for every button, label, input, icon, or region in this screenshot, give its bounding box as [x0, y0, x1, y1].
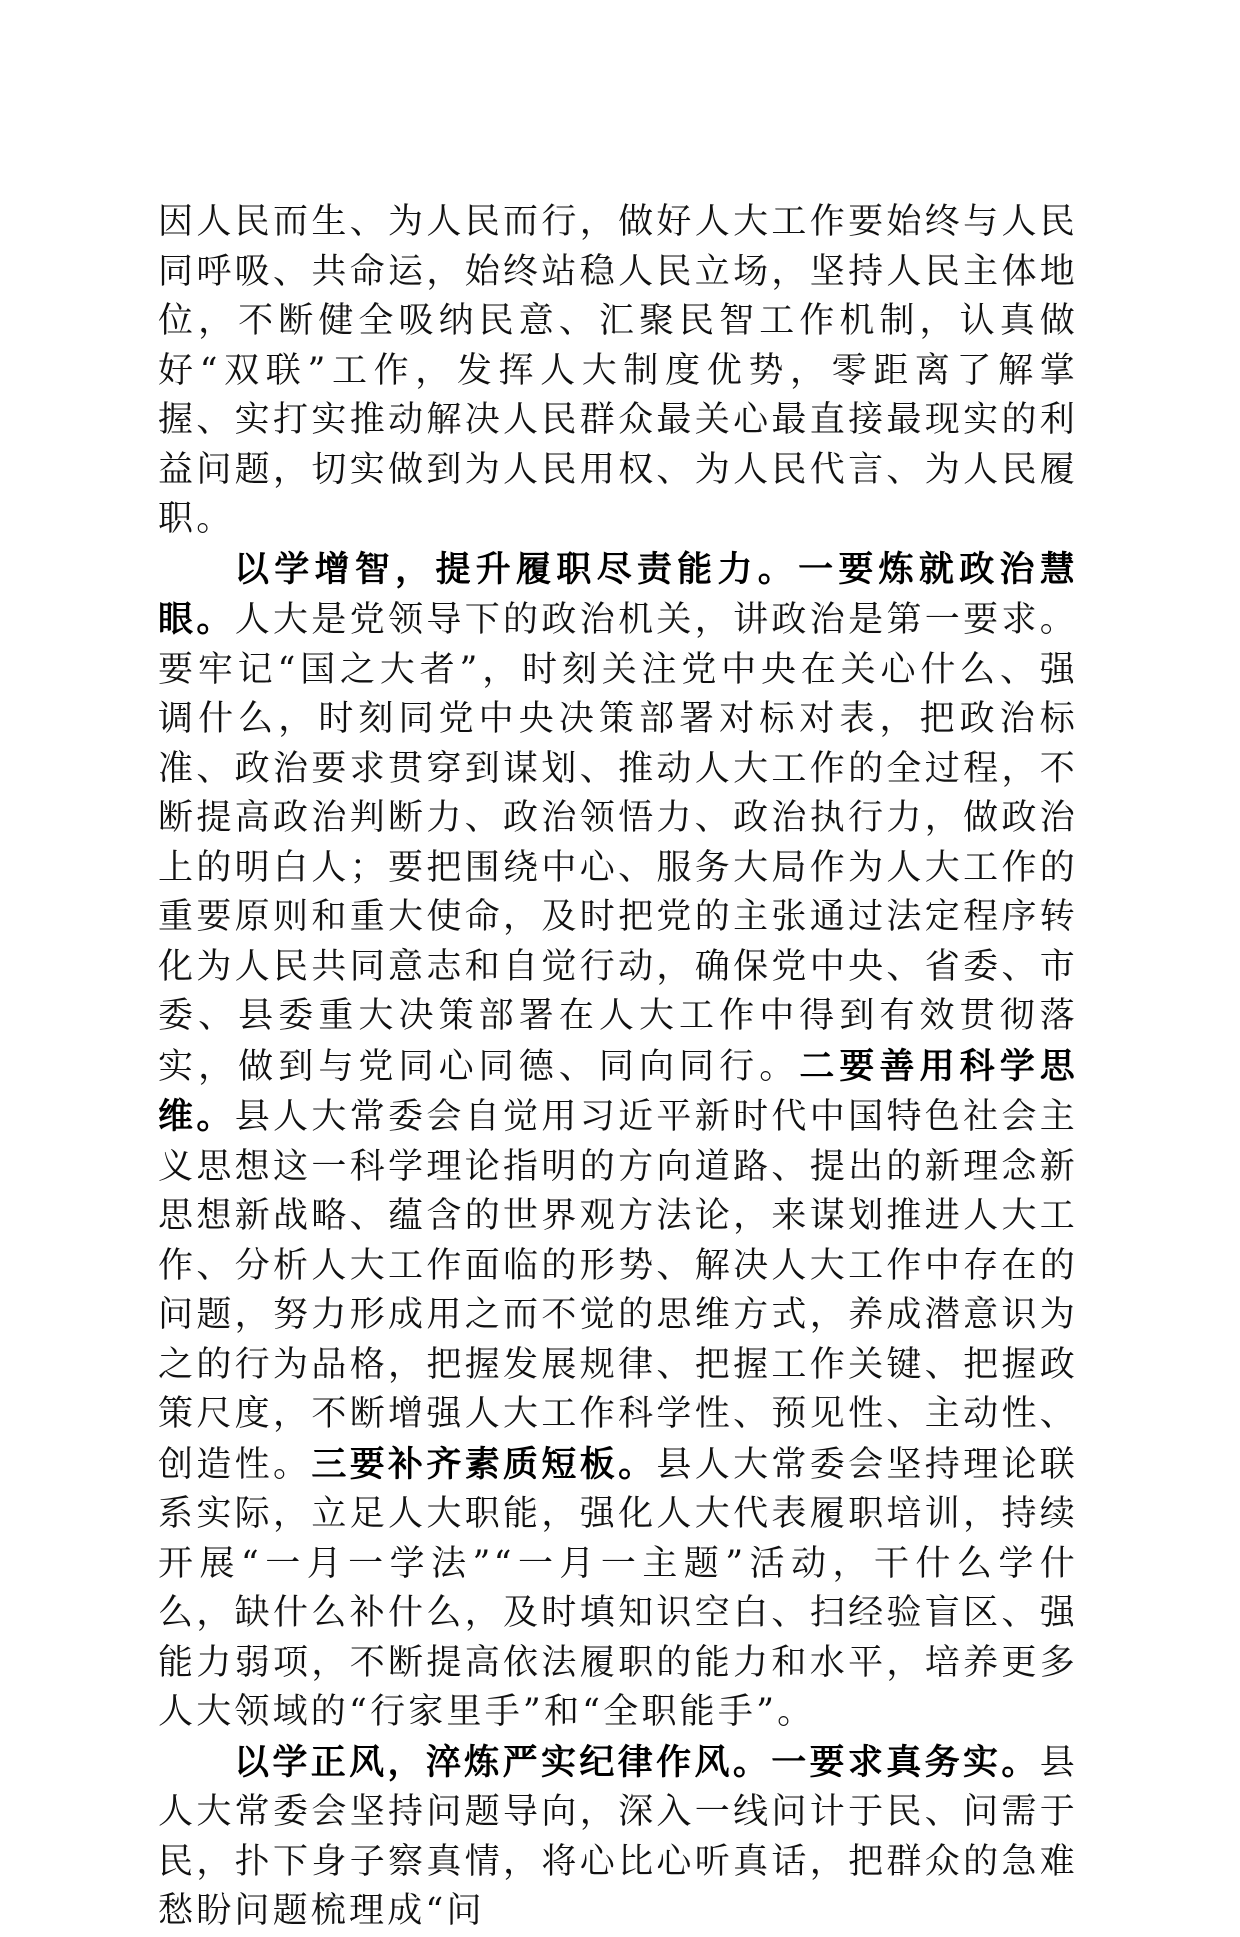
document-body — [158, 198, 1078, 1937]
point-text: 县人大常委会坚持问题导向，深入一线问计于民、问需于民，扑下身子察真情，将心比心听真话，把群众的急难愁盼问题梳理成“问 — [158, 1742, 1078, 1931]
point-text: 县人大常委会自觉用习近平新时代中国特色社会主义思想这一科学理论指明的方向道路、提出的新理念新思想新战略、蕴含的世界观方法论，来谋划推进人大工作、分析人大工作面临的形势、解决人大工作中存在的问题，努力形成用之而不觉的思维方式，养成潜意识为之的行为品格，把握发展规律、把握工作关键、把握政策尺度，不断增强人大工作科学性、预见性、主动性、创造性。 — [158, 1097, 1078, 1485]
section-heading: 以学正风，淬炼严实纪律作风。 — [234, 1741, 772, 1783]
section-heading: 以学增智，提升履职尽责能力。 — [234, 548, 799, 590]
point-title: 一要炼就政治慧眼。 — [158, 548, 1078, 640]
point-text: 人大是党领导下的政治机关，讲政治是第一要求。要牢记“国之大者”，时刻关注党中央在关心什么、强调什么，时刻同党中央决策部署对标对表，把政治标准、政治要求贯穿到谋划、推动人大工作的全过程，不断提高政治判断力、政治领悟力、政治执行力，做政治上的明白人；要把围绕中心、服务大局作为人大工作的重要原则和重大使命，及时把党的主张通过法定程序转化为人民共同意志和自觉行动，确保党中央、省委、市委、县委重大决策部署在人大工作中得到有效贯彻落实，做到与党同心同德、同向同行。 — [158, 600, 1078, 1087]
paragraph-learning-style — [158, 1738, 1078, 1937]
point-title: 三要补齐素质短板。 — [311, 1443, 657, 1485]
paragraph-text: 因人民而生、为人民而行，做好人大工作要始终与人民同呼吸、共命运，始终站稳人民立场，坚持人民主体地位，不断健全吸纳民意、汇聚民智工作机制，认真做好“双联”工作，发挥人大制度优势，零距离了解掌握、实打实推动解决人民群众最关心最直接最现实的利益问题，切实做到为人民用权、为人民代言、为人民履职。 — [158, 202, 1078, 539]
paragraph-people-centered — [158, 198, 1078, 545]
paragraph-learning-wisdom — [158, 545, 1078, 1738]
point-title: 二要善用科学思维。 — [158, 1045, 1079, 1137]
point-title: 一要求真务实。 — [771, 1741, 1040, 1783]
point-text: 县人大常委会坚持理论联系实际，立足人大职能，强化人大代表履职培训，持续开展“一月一学法”“一月一主题”活动，干什么学什么，缺什么补什么，及时填知识空白、扫经验盲区、强能力弱项，不断提高依法履职的能力和水平，培养更多人大领域的“行家里手”和“全职能手”。 — [158, 1444, 1078, 1732]
